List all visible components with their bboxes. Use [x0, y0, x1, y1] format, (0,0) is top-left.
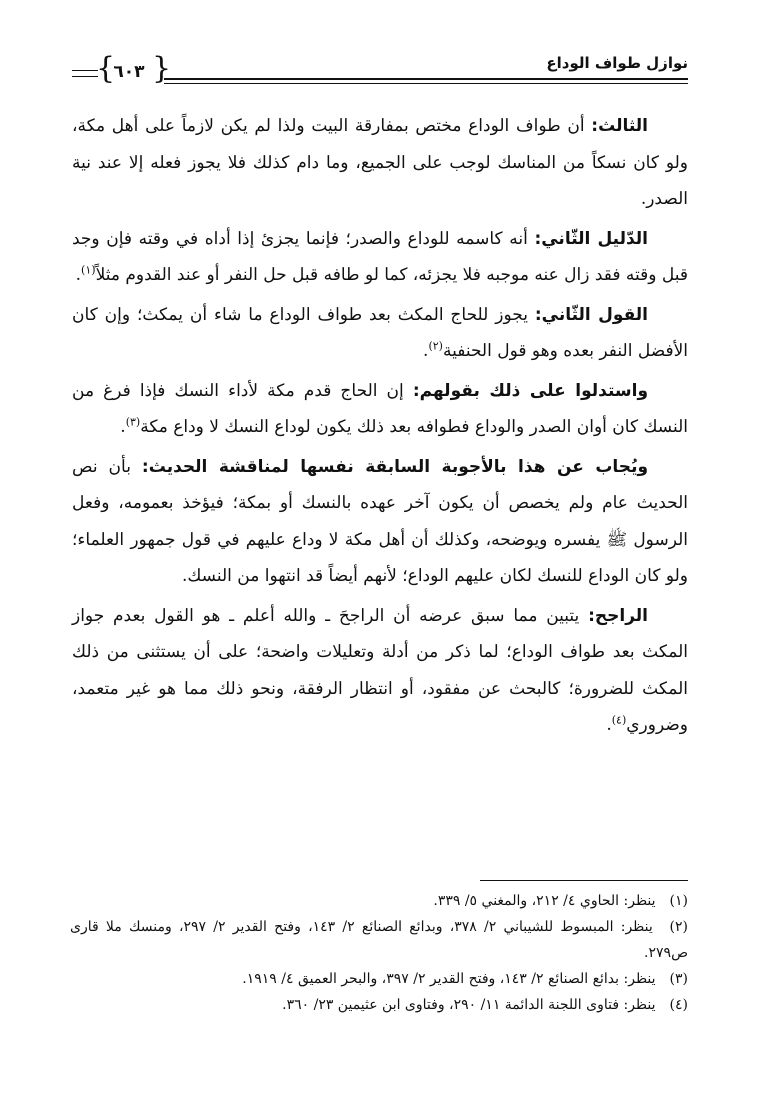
paragraph — [72, 598, 688, 744]
footnote-number: (١) — [669, 893, 688, 909]
footnote-text: ينظر: المبسوط للشيباني ٢/ ٣٧٨، وبدائع الصنائع ٢/ ١٤٣، وفتح القدير ٢/ ٢٩٧، ومنسك ملا قارى ص٢٧٩. — [70, 919, 688, 961]
paragraph-lead: الراجح: — [588, 605, 649, 626]
footnote-ref: (٤) — [611, 713, 627, 727]
paragraph — [72, 449, 688, 595]
footnote-number: (٤) — [669, 997, 688, 1013]
paragraph-lead: واستدلوا على ذلك بقولهم: — [412, 380, 649, 401]
paragraph-lead: الدّليل الثّاني: — [534, 228, 649, 249]
paragraph-lead: ويُجاب عن هذا بالأجوبة السابقة نفسها لمناقشة الحديث: — [141, 456, 649, 477]
left-brace-ornament: { — [96, 51, 116, 86]
footnote-number: (٣) — [669, 971, 688, 987]
footnote-number: (٢) — [669, 919, 689, 935]
footnote — [70, 992, 688, 1018]
footnote-ref: (٢) — [428, 339, 443, 353]
paragraph-text: يجوز للحاج المكث بعد طواف الوداع ما شاء أن يمكث؛ وإن كان الأفضل النفر بعده وهو قول الحنفية — [72, 304, 688, 361]
footnote-separator — [480, 880, 688, 881]
paragraph — [72, 221, 688, 294]
running-title: نوازل طواف الوداع — [546, 54, 688, 72]
footnote-ref: (١) — [81, 263, 96, 277]
footnote-text: ينظر: فتاوى اللجنة الدائمة ١١/ ٢٩٠، وفتاوى ابن عثيمين ٢٣/ ٣٦٠. — [282, 997, 656, 1013]
paragraph-lead: القول الثّاني: — [534, 304, 649, 325]
paragraph-text: أنه كاسمه للوداع والصدر؛ فإنما يجزئ إذا أداه في وقته فإن وجد قبل وقته فقد زال عنه موجبه فلا يجزئه، كما لو طافه قبل حل النفر أو عند القدوم مثلاً — [72, 228, 688, 285]
footnote-text: ينظر: بدائع الصنائع ٢/ ١٤٣، وفتح القدير ٢/ ٣٩٧، والبحر العميق ٤/ ١٩١٩. — [242, 971, 656, 987]
paragraph — [72, 108, 688, 218]
paragraph-tail: . — [606, 715, 612, 735]
paragraph-tail: . — [75, 265, 82, 285]
paragraph-text: يتبين مما سبق عرضه أن الراجحَ ـ والله أعلم ـ هو القول بعدم جواز المكث بعد طواف الوداع؛ لما ذكر من أدلة وتعليلات واضحة؛ على أن يستثنى من ذلك المكث للضرورة؛ كالبحث عن مفقود، أو انتظار الرفقة، ونحو ذلك مما هو غير متعمد، وضروري — [72, 605, 688, 735]
footnote-ref: (٣) — [125, 415, 141, 429]
paragraph-text: إن الحاج قدم مكة لأداء النسك فإذا فرغ من النسك كان أوان الصدر والوداع فطوافه بعد ذلك يكون لوداع النسك لا وداع مكة — [72, 380, 688, 437]
paragraph-text: أن طواف الوداع مختص بمفارقة البيت ولذا لم يكن لازماً على أهل مكة، ولو كان نسكاً من المناسك لوجب على الجميع، وما دام كذلك فلا يجوز فعله إلا عند نية الصدر. — [72, 116, 688, 209]
body-text — [72, 108, 688, 747]
paragraph — [72, 373, 688, 446]
page-number-rule — [72, 70, 98, 71]
right-brace-ornament: } — [152, 51, 172, 86]
footnote-text: ينظر: الحاوي ٤/ ٢١٢، والمغني ٥/ ٣٣٩. — [433, 893, 656, 909]
paragraph-tail: . — [423, 341, 429, 361]
header-rule-thin — [164, 83, 688, 84]
footnote — [70, 888, 688, 914]
paragraph-tail: . — [120, 417, 126, 437]
paragraph-text: بأن نص الحديث عام ولم يخصص أن يكون آخر عهده بالنسك أو بمكة؛ فيؤخذ بعمومه، وفعل الرسول ﷺ يفسره ويوضحه، وكذلك أن أهل مكة لا وداع عليهم في قول جمهور العلماء؛ ولو كان الوداع للنسك لكان عليهم الوداع؛ لأنهم أيضاً قد انتهوا من النسك. — [72, 456, 688, 586]
paragraph — [72, 297, 688, 370]
footnote — [70, 914, 688, 966]
header-rule — [164, 78, 688, 80]
footnote — [70, 966, 688, 992]
paragraph-lead: الثالث: — [591, 116, 648, 136]
page-number: ٦٠٣ — [113, 62, 145, 82]
page-number-rule — [72, 76, 98, 77]
footnotes — [70, 888, 688, 1018]
